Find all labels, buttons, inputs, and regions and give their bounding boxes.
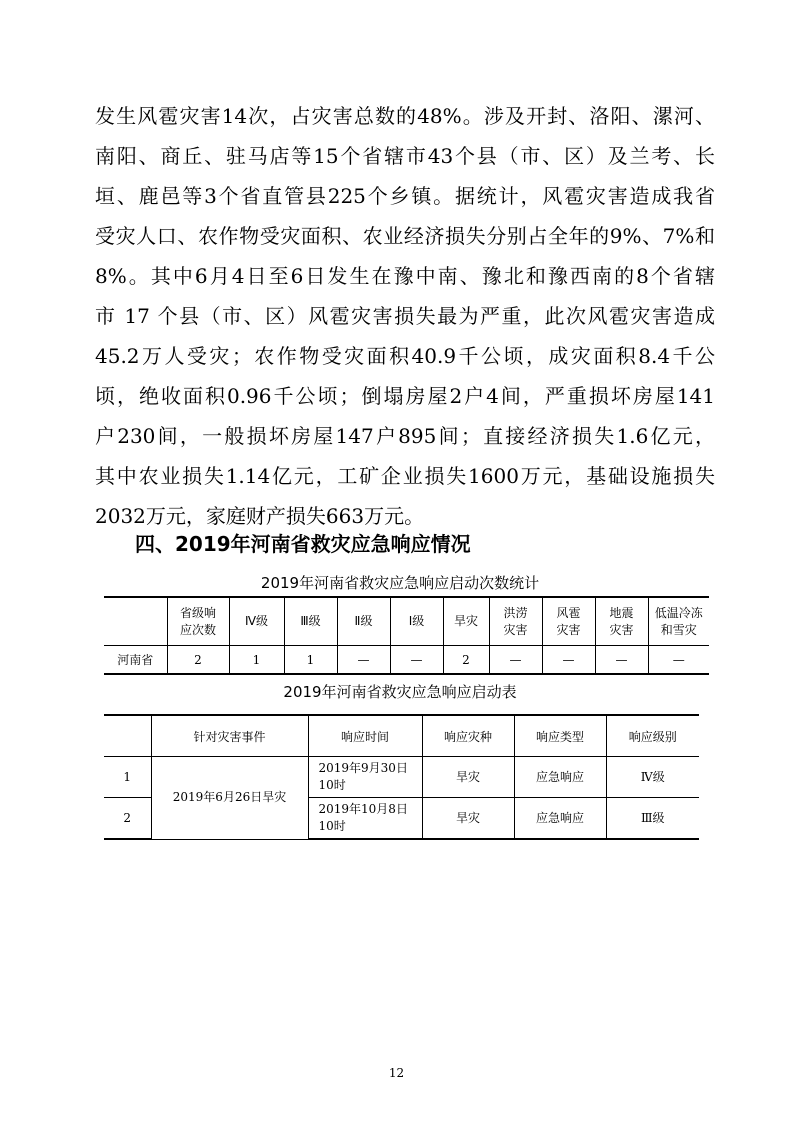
paragraph-line: 南阳、商丘、驻马店等15个省辖市43个县（市、区）及兰考、长 <box>95 144 715 168</box>
table-cell: 河南省 <box>104 646 167 675</box>
table2-caption: 2019年河南省救灾应急响应启动表 <box>283 683 517 701</box>
table-cell: — <box>542 646 595 675</box>
table-header-row <box>104 597 709 646</box>
header-cell <box>104 597 167 646</box>
header-cell: Ⅱ级 <box>337 597 390 646</box>
table-cell: 2 <box>167 646 229 675</box>
header-cell: 响应级别 <box>606 715 699 757</box>
header-cell: 省级响 应次数 <box>167 597 229 646</box>
paragraph-line: 垣、鹿邑等3个省直管县225个乡镇。据统计，风雹灾害造成我省 <box>95 184 715 208</box>
row-number: 1 <box>104 757 151 798</box>
section-heading: 四、2019年河南省救灾应急响应情况 <box>135 532 471 556</box>
header-cell: 针对灾害事件 <box>151 715 308 757</box>
table-cell: 1 <box>284 646 337 675</box>
paragraph-line: 发生风雹灾害14次，占灾害总数的48%。涉及开封、洛阳、漯河、 <box>95 104 715 128</box>
response-type-cell: 应急响应 <box>514 757 606 798</box>
table-header-row <box>104 715 699 757</box>
table1-caption: 2019年河南省救灾应急响应启动次数统计 <box>260 574 540 592</box>
event-cell: 2019年6月26日旱灾 <box>151 757 308 840</box>
response-level-cell: Ⅳ级 <box>606 757 699 798</box>
response-type-cell: 应急响应 <box>514 798 606 840</box>
response-launch-table <box>104 714 699 840</box>
header-cell: 响应灾种 <box>422 715 514 757</box>
body-paragraph <box>95 96 715 536</box>
response-count-table <box>104 596 709 675</box>
table-cell: — <box>648 646 709 675</box>
response-level-cell: Ⅲ级 <box>606 798 699 840</box>
header-cell: Ⅲ级 <box>284 597 337 646</box>
paragraph-line: 顷，绝收面积0.96千公顷；倒塌房屋2户4间，严重损坏房屋141 <box>95 384 715 408</box>
disaster-type-cell: 旱灾 <box>422 757 514 798</box>
disaster-type-cell: 旱灾 <box>422 798 514 840</box>
table-cell: — <box>337 646 390 675</box>
paragraph-line: 其中农业损失1.14亿元，工矿企业损失1600万元，基础设施损失 <box>95 464 715 488</box>
header-cell: 响应时间 <box>308 715 422 757</box>
paragraph-line: 45.2万人受灾；农作物受灾面积40.9千公顷，成灾面积8.4千公 <box>95 344 715 368</box>
header-cell: 地震 灾害 <box>595 597 648 646</box>
header-cell <box>104 715 151 757</box>
header-cell: 洪涝 灾害 <box>489 597 542 646</box>
table-cell: 1 <box>229 646 284 675</box>
paragraph-line: 2032万元，家庭财产损失663万元。 <box>95 504 425 528</box>
page-number: 12 <box>388 1066 405 1080</box>
table-row <box>104 757 699 798</box>
table-row <box>104 646 709 675</box>
paragraph-line: 市 17 个县（市、区）风雹灾害损失最为严重，此次风雹灾害造成 <box>95 304 715 328</box>
header-cell: Ⅳ级 <box>229 597 284 646</box>
table-cell: — <box>489 646 542 675</box>
header-cell: 风雹 灾害 <box>542 597 595 646</box>
paragraph-line: 受灾人口、农作物受灾面积、农业经济损失分别占全年的9%、7%和 <box>95 224 715 248</box>
paragraph-line: 户230间，一般损坏房屋147户895间；直接经济损失1.6亿元， <box>95 424 715 448</box>
paragraph-line: 8%。其中6月4日至6日发生在豫中南、豫北和豫西南的8个省辖 <box>95 264 715 288</box>
time-cell: 2019年9月30日 10时 <box>308 757 422 798</box>
table-cell: — <box>390 646 443 675</box>
table-cell: — <box>595 646 648 675</box>
row-number: 2 <box>104 798 151 840</box>
header-cell: 响应类型 <box>514 715 606 757</box>
time-cell: 2019年10月8日 10时 <box>308 798 422 840</box>
header-cell: Ⅰ级 <box>390 597 443 646</box>
header-cell: 低温冷冻 和雪灾 <box>648 597 709 646</box>
header-cell: 旱灾 <box>443 597 489 646</box>
table-cell: 2 <box>443 646 489 675</box>
